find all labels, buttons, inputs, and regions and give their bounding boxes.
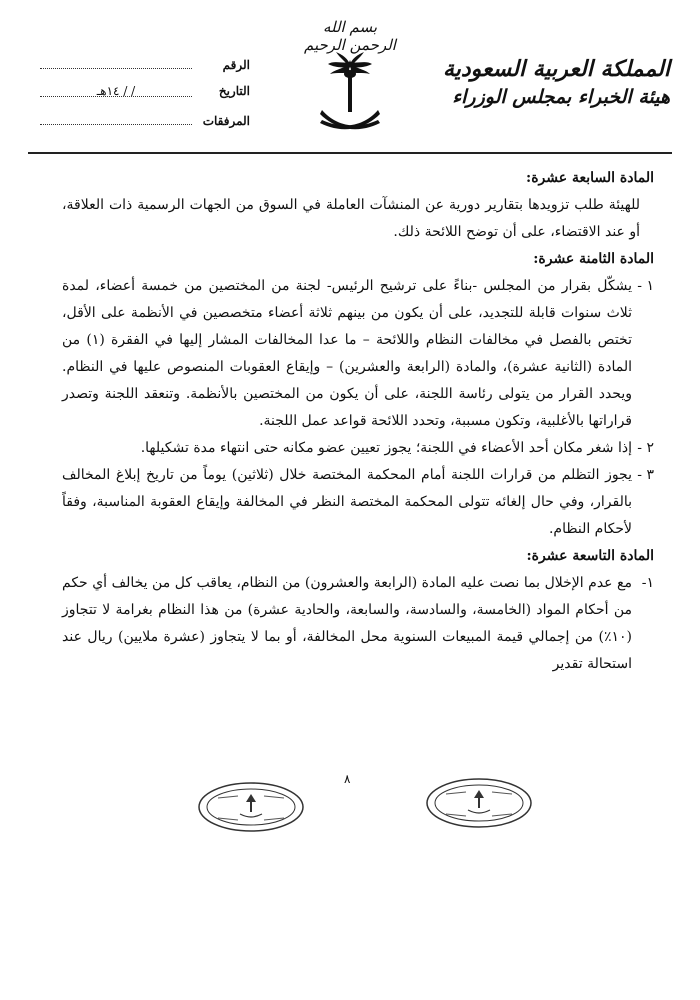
list-item [62, 570, 654, 678]
attachments-value [40, 112, 192, 125]
item-text: يجوز التظلم من قرارات اللجنة أمام المحكمة المختصة خلال (ثلاثين) يوماً من تاريخ إبلاغ المخالف بالقرار، وفي حال إلغائه تتولى المحكمة المختصة النظر في المخالفة وإيقاع العقوبة المناسبة، وفقاً لأحكام النظام. [62, 467, 632, 537]
reference-value [40, 56, 192, 69]
attachments-row [40, 112, 250, 140]
reference-label: الرقم [222, 58, 250, 72]
attachments-label: المرفقات [202, 114, 250, 128]
official-seal-icon [196, 780, 306, 834]
saudi-emblem-icon [316, 50, 384, 140]
item-number: ٣ - [637, 467, 654, 483]
kingdom-name: المملكة العربية السعودية [442, 56, 670, 82]
list-item [62, 435, 654, 462]
list-item [62, 462, 654, 543]
agency-name: هيئة الخبراء بمجلس الوزراء [452, 86, 670, 108]
item-number: ٢ - [637, 440, 654, 456]
kingdom-heading [430, 56, 670, 108]
item-number: ١- [641, 575, 654, 591]
item-number: ١ - [637, 278, 654, 294]
list-item [62, 273, 654, 435]
article-title: المادة التاسعة عشرة: [526, 548, 654, 564]
date-label: التاريخ [218, 84, 250, 98]
item-text: إذا شغر مكان أحد الأعضاء في اللجنة؛ يجوز تعيين عضو مكانه حتى انتهاء مدة تشكيلها. [140, 440, 632, 456]
reference-block [40, 56, 250, 140]
header-divider [28, 152, 672, 154]
reference-row [40, 56, 250, 84]
date-row [40, 84, 250, 112]
item-text: مع عدم الإخلال بما نصت عليه المادة (الرابعة والعشرون) من النظام، يعاقب كل من يخالف أي حكم من أحكام المواد (الخامسة، والسادسة، والسابعة، والحادية عشرة) من هذا النظام بغرامة لا تتجاوز (١٠٪) من إجمالي قيمة المبيعات السنوية محل المخالفة، أو بما لا يتجاوز (عشرة ملايين) ريال عند استحالة تقدير [62, 575, 632, 672]
article-title: المادة السابعة عشرة: [526, 170, 654, 186]
date-value: / / ١٤هـ [40, 84, 192, 97]
document-body [62, 165, 654, 678]
official-seal-icon [424, 776, 534, 830]
article-title: المادة الثامنة عشرة: [533, 251, 654, 267]
page-number: ٨ [344, 772, 351, 786]
article-paragraph: للهيئة طلب تزويدها بتقارير دورية عن المنشآت العاملة في السوق من الجهات الرسمية ذات العلاقة، أو عند الاقتضاء، على أن توضح اللائحة ذلك. [62, 197, 640, 240]
item-text: يشكّل بقرار من المجلس -بناءً على ترشيح الرئيس- لجنة من المختصين من خمسة أعضاء، لمدة ثلاث سنوات قابلة للتجديد، على أن يكون من بينهم ثلاثة أعضاء متخصصين في الأنظمة على الأقل، تختص بالفصل في مخالفات النظام واللائحة – ما عدا المخالفات المشار إليها في الفقرة (١) من المادة (الثانية عشرة)، والمادة (الرابعة والعشرين) – وإيقاع العقوبات المنصوص عليها في النظام. ويحدد القرار من يتولى رئاسة اللجنة، على أن يكون من المختصين بالأنظمة. وتنعقد اللجنة وتصدر قراراتها بالأغلبية، وتكون مسببة، وتحدد اللائحة قواعد عمل اللجنة. [62, 278, 632, 429]
basmala: بسم الله الرحمن الرحيم [304, 18, 396, 54]
